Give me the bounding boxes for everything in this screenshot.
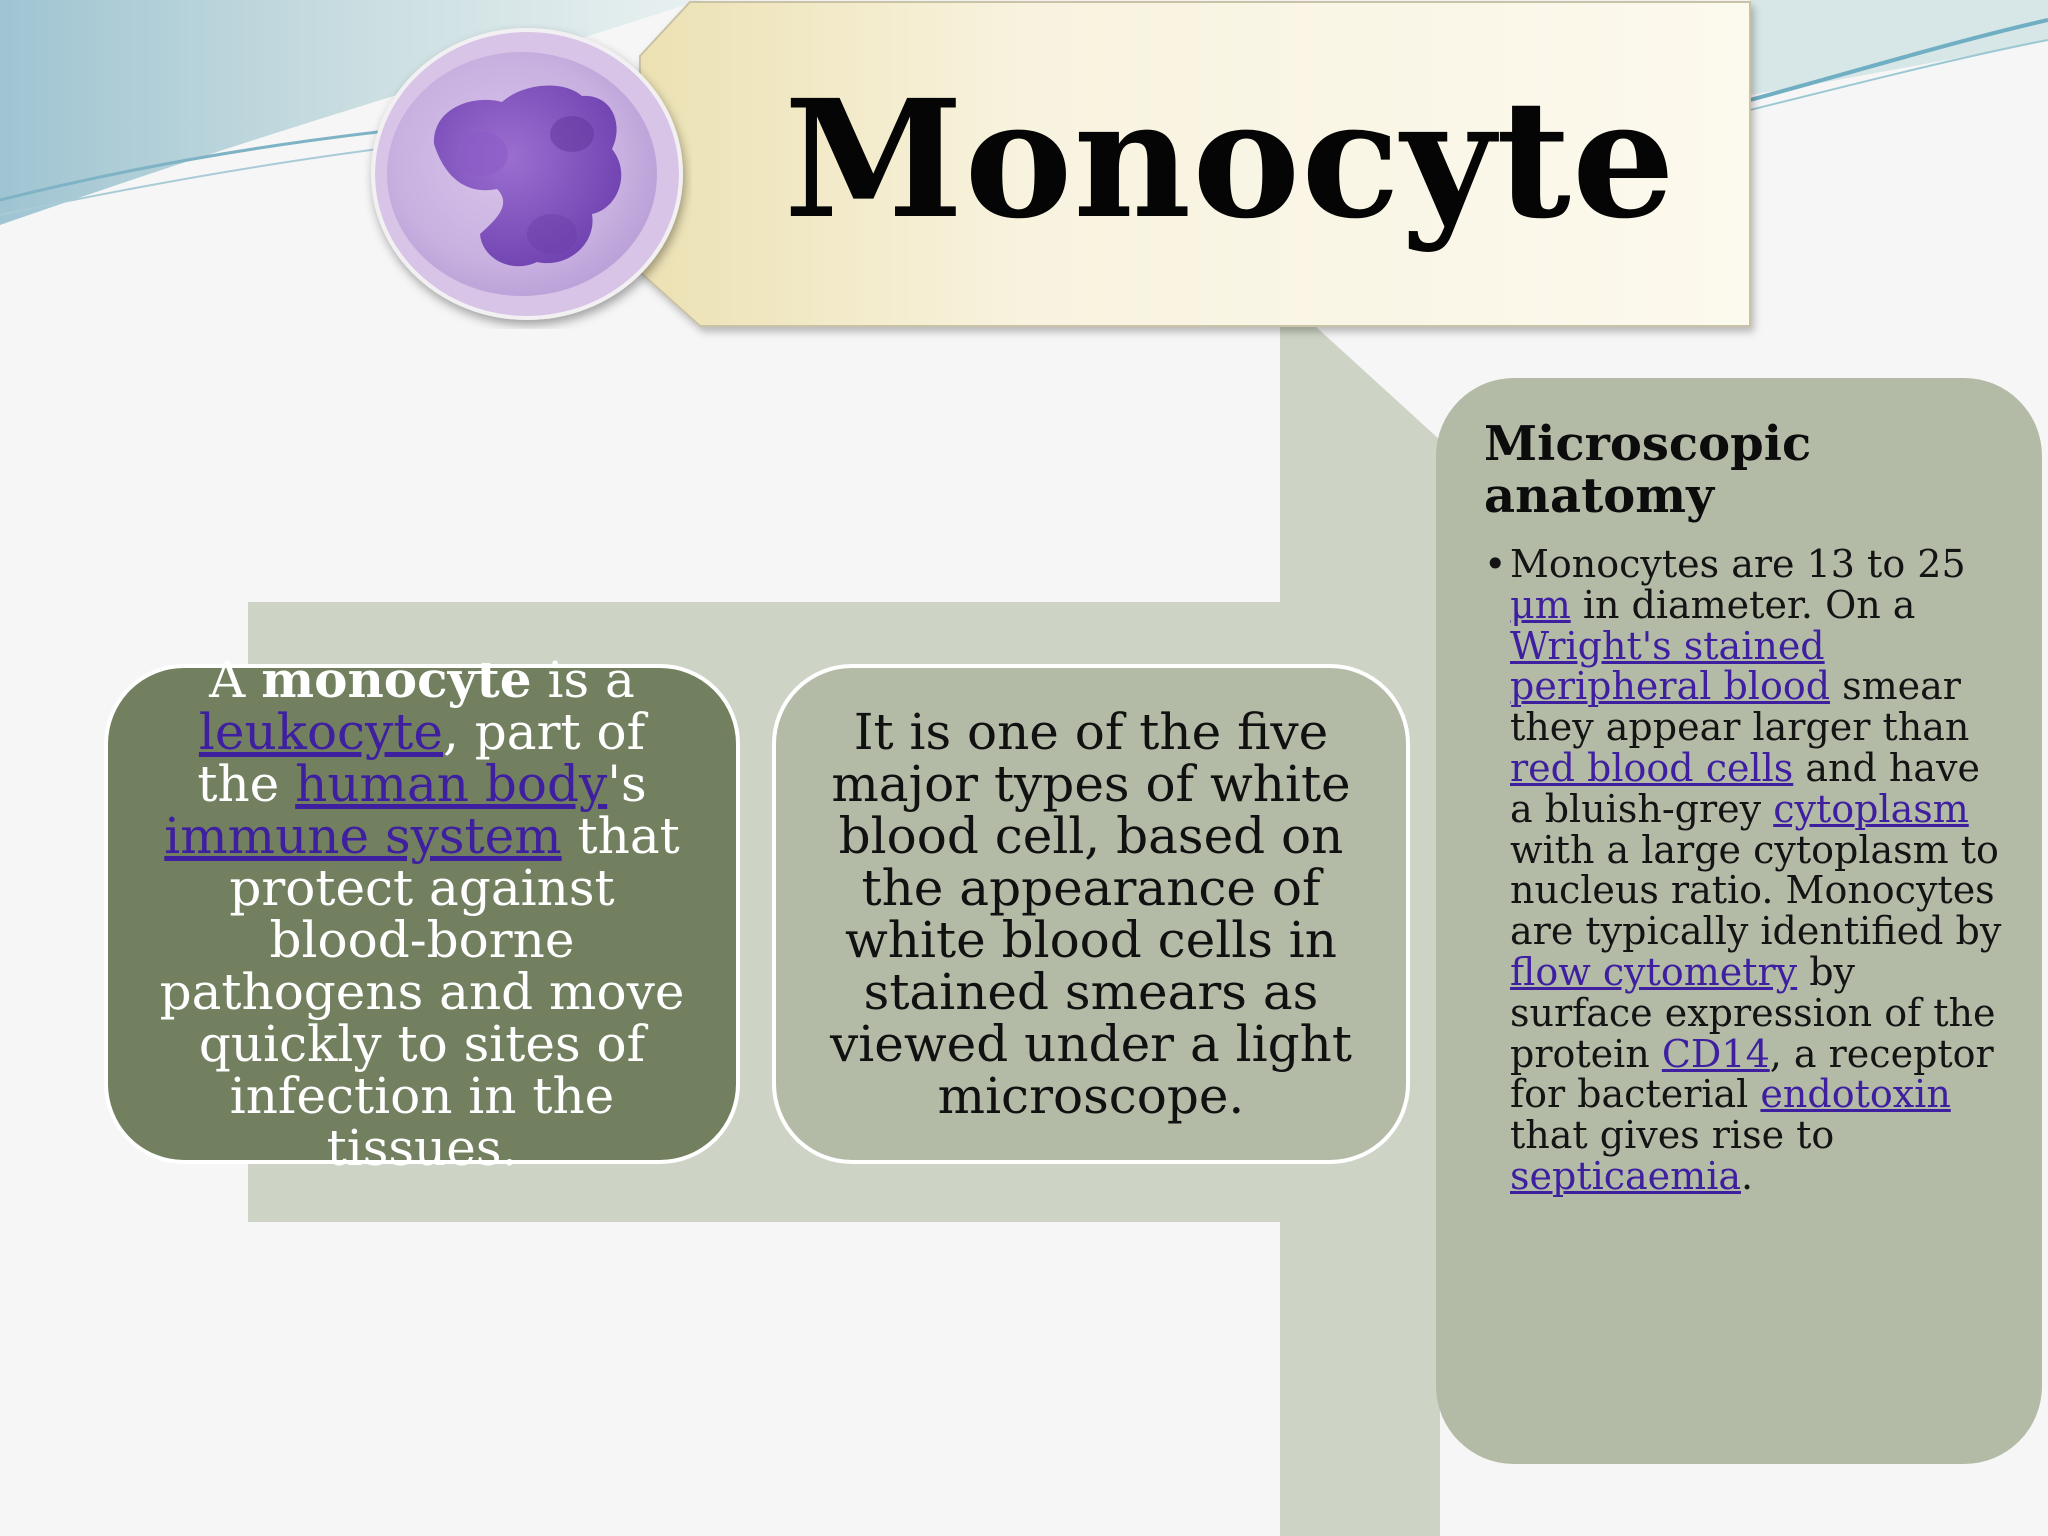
definition-text-part: that protect against blood-borne pathogens and move quickly to sites of infection in the tissues. [159, 807, 685, 1177]
definition-text [152, 650, 692, 1177]
cytoplasm-link[interactable]: cytoplasm [1773, 786, 1969, 831]
anatomy-text-part: that gives rise to [1510, 1113, 1835, 1158]
anatomy-text-part: and have a bluish-grey [1510, 745, 1980, 831]
leukocyte-link[interactable]: leukocyte [198, 703, 443, 761]
endotoxin-link[interactable]: endotoxin [1760, 1072, 1951, 1117]
anatomy-text-part: . [1741, 1153, 1754, 1198]
monocyte-term: monocyte [261, 650, 532, 709]
anatomy-heading: Microscopic anatomy [1484, 416, 1812, 524]
cd14-link[interactable]: CD14 [1661, 1031, 1770, 1076]
immune-system-link[interactable]: immune system [164, 807, 562, 865]
micrometre-link[interactable]: μm [1510, 582, 1571, 627]
definition-text-part: , part of the [197, 703, 646, 813]
definition-text-part: A [209, 651, 262, 709]
anatomy-bullet [1484, 544, 2002, 1197]
wrights-stain-link[interactable]: Wright's stained [1510, 623, 1825, 668]
anatomy-text-part: in diameter. On a [1570, 582, 1916, 627]
human-body-link[interactable]: human body [295, 755, 608, 813]
slide-title: Monocyte [784, 65, 1676, 255]
anatomy-text-part: , a receptor for bacterial [1510, 1031, 1994, 1117]
anatomy-text-part: with a large cytoplasm to nucleus ratio. Monocytes are typically identified by [1510, 827, 2002, 954]
anatomy-box [1436, 378, 2042, 1464]
septicaemia-link[interactable]: septicaemia [1510, 1153, 1742, 1198]
peripheral-blood-link[interactable]: peripheral blood [1510, 664, 1831, 709]
definition-text-part: 's [607, 755, 647, 813]
red-blood-cells-link[interactable]: red blood cells [1510, 745, 1794, 790]
classification-box [772, 664, 1410, 1164]
definition-box [104, 650, 740, 1177]
bullet-marker: • [1484, 542, 1507, 586]
anatomy-text-part: Monocytes are 13 to 25 [1510, 542, 1966, 586]
anatomy-text-part: smear they appear larger than [1510, 664, 1970, 750]
definition-text-part: is a [531, 651, 635, 709]
classification-text: It is one of the five major types of white blood cell, based on the appearance of white blood cells in stained smears as viewed under a light microscope. [830, 703, 1352, 1125]
flow-cytometry-link[interactable]: flow cytometry [1510, 949, 1798, 994]
anatomy-text-part: by surface expression of the protein [1510, 949, 1996, 1076]
monocyte-image [362, 24, 692, 329]
